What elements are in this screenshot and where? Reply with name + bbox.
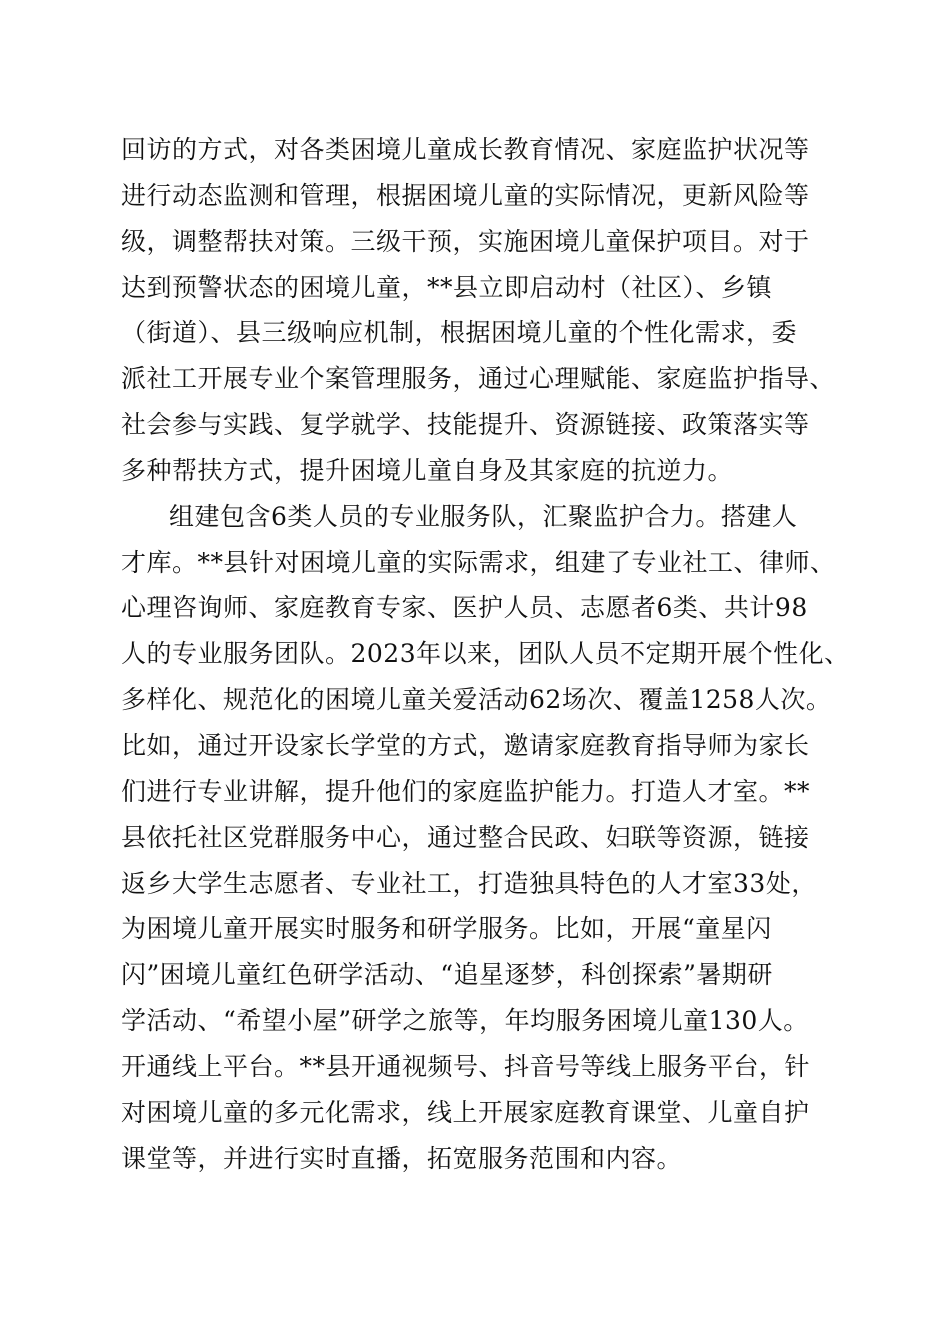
text-line: 对困境儿童的多元化需求，线上开展家庭教育课堂、儿童自护 <box>121 1097 810 1127</box>
text-line: 达到预警状态的困境儿童，**县立即启动村（社区）、乡镇 <box>121 272 773 302</box>
text-line: 多样化、规范化的困境儿童关爱活动62场次、覆盖1258人次。 <box>121 685 832 715</box>
text-line: 比如，通过开设家长学堂的方式，邀请家庭教育指导师为家长 <box>121 730 810 760</box>
text-line: 回访的方式，对各类困境儿童成长教育情况、家庭监护状况等 <box>121 135 810 164</box>
text-line: 返乡大学生志愿者、专业社工，打造独具特色的人才室33处， <box>121 868 817 898</box>
text-line: 多种帮扶方式，提升困境儿童自身及其家庭的抗逆力。 <box>121 455 734 485</box>
text-line: 社会参与实践、复学就学、技能提升、资源链接、政策落实等 <box>121 410 810 440</box>
text-line: 学活动、“希望小屋”研学之旅等，年均服务困境儿童130人。 <box>121 1006 809 1036</box>
text-line: 们进行专业讲解，提升他们的家庭监护能力。打造人才室。** <box>121 776 811 806</box>
text-line: 心理咨询师、家庭教育专家、医护人员、志愿者6类、共计98 <box>121 593 808 623</box>
document-body <box>121 127 850 1181</box>
paragraph-first-line: 组建包含6类人员的专业服务队，汇聚监护合力。搭建人 <box>169 501 798 531</box>
text-line: 课堂等，并进行实时直播，拓宽服务范围和内容。 <box>121 1143 683 1173</box>
text-line: 级，调整帮扶对策。三级干预，实施困境儿童保护项目。对于 <box>121 226 810 256</box>
text-line: 县依托社区党群服务中心，通过整合民政、妇联等资源，链接 <box>121 822 810 852</box>
text-line: 为困境儿童开展实时服务和研学服务。比如，开展“童星闪 <box>121 914 772 944</box>
text-line: 人的专业服务团队。2023年以来，团队人员不定期开展个性化、 <box>121 639 850 669</box>
text-line: 派社工开展专业个案管理服务，通过心理赋能、家庭监护指导、 <box>121 364 836 394</box>
text-line: 进行动态监测和管理，根据困境儿童的实际情况，更新风险等 <box>121 180 810 210</box>
text-line: 才库。**县针对困境儿童的实际需求，组建了专业社工、律师、 <box>121 547 836 577</box>
text-line: （街道）、县三级响应机制，根据困境儿童的个性化需求，委 <box>121 318 798 348</box>
text-line: 闪”困境儿童红色研学活动、“追星逐梦，科创探索”暑期研 <box>121 960 773 990</box>
text-line: 开通线上平台。**县开通视频号、抖音号等线上服务平台，针 <box>121 1051 811 1081</box>
